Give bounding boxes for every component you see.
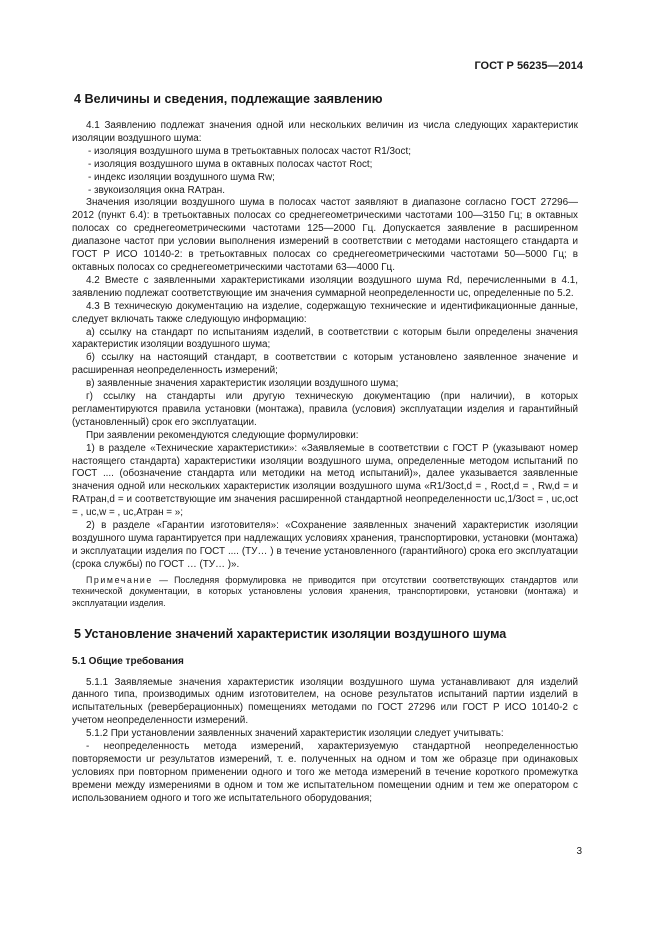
note-label: Примечание xyxy=(86,574,153,585)
list-item-g: г) ссылку на стандарты или другую техническую документацию (при наличии), в которых регламентируются правила установки (монтажа), правила (условия) эксплуатации изделия и гарантийный (установленный) срок его эксплуатации. xyxy=(72,391,578,428)
paragraph-4-3: 4.3 В техническую документацию на изделие, содержащую технические и идентификационные данные, следует включать также следующую информацию: xyxy=(72,300,578,325)
list-item-v: в) заявленные значения характеристик изоляции воздушного шума; xyxy=(86,378,399,390)
bullet-item: - звукоизоляция окна RAтран. xyxy=(88,184,225,196)
bullet-item: - индекс изоляции воздушного шума Rw; xyxy=(88,171,275,183)
section-5-title: 5 Установление значений характеристик изоляции воздушного шума xyxy=(74,626,507,641)
note xyxy=(72,575,578,610)
page-content xyxy=(72,91,578,806)
dash-item: - неопределенность метода измерений, характеризуемую стандартной неопределенностью повторяемости ur результатов измерений, т. е. полученных на одном и том же образце при одинаковых условиях при повторном применении одного и того же метода измерений в течение короткого промежутка времени между измерениями в одном и том же испытательном помещении одним и тем же оператором с использованием одного и того же испытательного оборудования; xyxy=(72,741,578,804)
list-item-b: б) ссылку на настоящий стандарт, в соответствии с которым установлено заявленное значение и расширенная неопределенность измерений; xyxy=(72,352,578,377)
subsection-5-1-title: 5.1 Общие требования xyxy=(72,655,184,667)
note-text: — Последняя формулировка не приводится при отсутствии соответствующих стандартов или технической документации, в которых установлены условия хранения, транспортировки, установки (монтажа) и эксплуатации изделия. xyxy=(72,574,578,608)
list-item-a: а) ссылку на стандарт по испытаниям изделий, в соответствии с которым были определены значения характеристик изоляции воздушного шума; xyxy=(72,326,578,351)
document-header: ГОСТ Р 56235—2014 xyxy=(474,60,583,72)
paragraph-4-1: 4.1 Заявлению подлежат значения одной или нескольких величин из числа следующих характеристик изоляции воздушного шума: xyxy=(72,120,578,144)
section-4-title: 4 Величины и сведения, подлежащие заявлению xyxy=(74,92,383,106)
paragraph-5-1-1: 5.1.1 Заявляемые значения характеристик изоляции воздушного шума устанавливают для изделий данного типа, производимых одним изготовителем, на основе результатов испытаний партии изделий в испытательных (реверберационных) помещениях методами по ГОСТ 27296 или ГОСТ Р ИСО 10140-2 с учетом неопределенности измерений. xyxy=(72,676,578,727)
page-number: 3 xyxy=(576,846,582,857)
paragraph-4-2: 4.2 Вместе с заявленными характеристиками изоляции воздушного шума Rd, перечисленными в 4.1, заявлению подлежат соответствующие им значения суммарной неопределенности uc, определенные по 5.2. xyxy=(72,274,578,299)
bullet-item: - изоляция воздушного шума в третьоктавных полосах частот R1/3oct; xyxy=(88,145,411,157)
formulation-2: 2) в разделе «Гарантии изготовителя»: «Сохранение заявленных значений характеристик изоляции воздушного шума гарантируется при надлежащих условиях хранения, транспортировки, установки (монтажа) и эксплуатации изделия по ГОСТ .... (ТУ… ) в течение установленного (гарантийного) срока его эксплуатации (срока службы) по ГОСТ … (ТУ… )». xyxy=(72,520,578,570)
bullet-item: - изоляция воздушного шума в октавных полосах частот Roct; xyxy=(88,158,373,170)
paragraph-recommend: При заявлении рекомендуются следующие формулировки: xyxy=(86,429,359,441)
formulation-1: 1) в разделе «Технические характеристики»: «Заявляемые в соответствии с ГОСТ Р (указывают номер настоящего стандарта) характеристики изоляции воздушного шума, определенные методом испытаний по ГОСТ .... (обозначение стандарта или методики на метод испытаний)», далее указывается заявленные значения одной или нескольких характеристик изоляции воздушного шума «R1/3oct,d = , Roct,d = , Rw,d = и RAтран,d = и соответствующие им значения расширенной стандартной неопределенности uc,1/3oct = , uc,oct = , uc,w = , uc,Атран = »; xyxy=(72,442,578,519)
paragraph-5-1-2: 5.1.2 При установлении заявленных значений характеристик изоляции следует учитывать: xyxy=(86,728,504,740)
paragraph-frequency-ranges: Значения изоляции воздушного шума в полосах частот заявляют в диапазоне согласно ГОСТ 27296—2012 (пункт 6.4): в третьоктавных полосах со среднегеометрическими частотами 100—3150 Гц; в октавных полосах со среднегеометрическими частотами 125—2000 Гц. Допускается заявление в расширенном диапазоне частот при условии выполнения измерений в соответствии с методами настоящего стандарта и ГОСТ Р ИСО 10140-2: в третьоктавных полосах со среднегеометрическими частотами 50—5000 Гц; в октавных полосах со среднегеометрическими частотами 63—4000 Гц. xyxy=(72,197,578,273)
